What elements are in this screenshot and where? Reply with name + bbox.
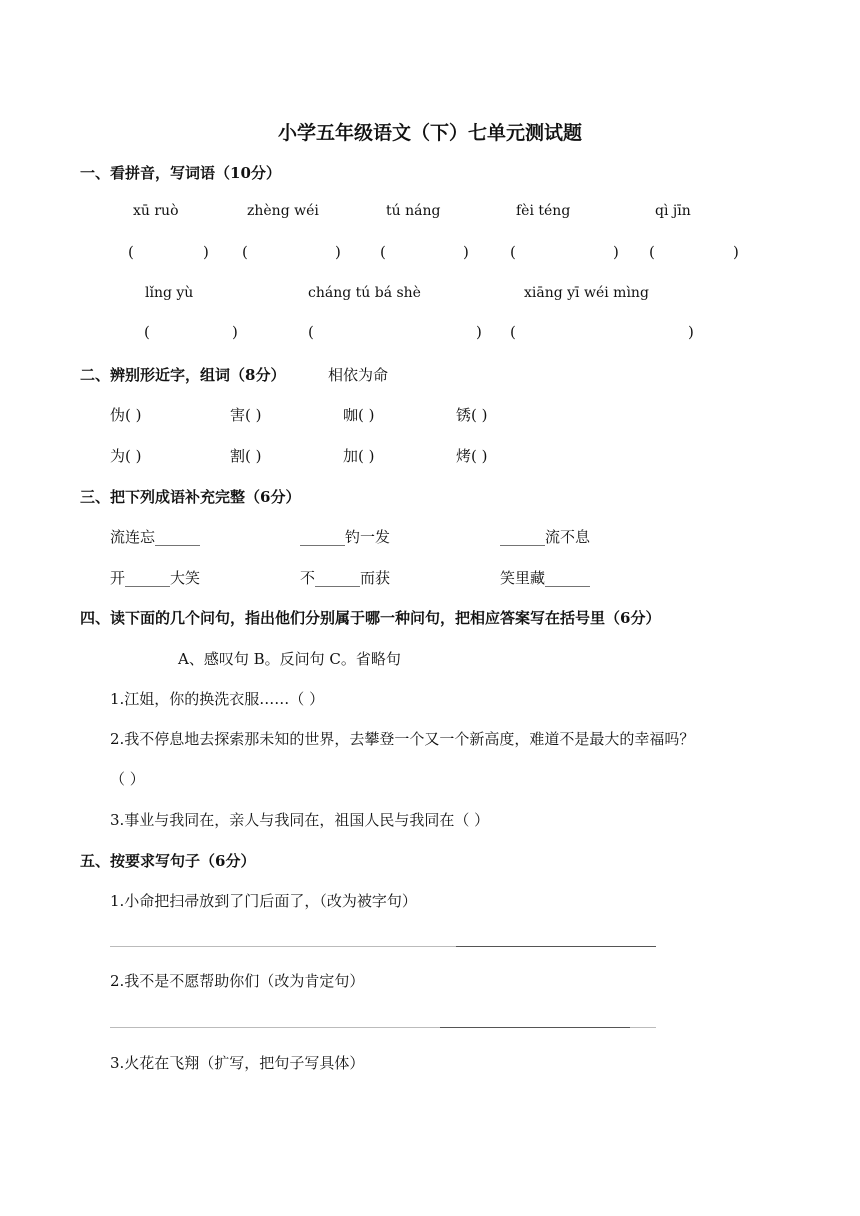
answer-bracket-close: ) [232, 323, 238, 341]
question-3: 3.事业与我同在，亲人与我同在，祖国人民与我同在（ ） [110, 811, 490, 829]
rewrite-question-2: 2.我不是不愿帮助你们（改为肯定句） [110, 972, 365, 990]
answer-bracket-open: ( [242, 243, 248, 261]
char-pair-item: 烤( ) [456, 447, 488, 465]
answer-bracket-close: ) [613, 243, 619, 261]
char-pair-item: 咖( ) [343, 406, 375, 424]
answer-bracket-open: ( [128, 243, 134, 261]
rewrite-question-3: 3.火花在飞翔（扩写，把句子写具体） [110, 1054, 365, 1072]
answer-bracket-close: ) [463, 243, 469, 261]
idiom-item: 流连忘______ [110, 528, 201, 546]
idiom-item: ______流不息 [500, 528, 591, 546]
answer-bracket-open: ( [510, 243, 516, 261]
answer-line [110, 946, 456, 947]
answer-line [456, 946, 656, 947]
section-2-note: 相依为命 [328, 366, 389, 384]
answer-bracket-open: ( [510, 323, 516, 341]
idiom-item: 笑里藏______ [500, 569, 591, 587]
answer-bracket-close: ) [335, 243, 341, 261]
question-1: 1.江姐，你的换洗衣服……（ ） [110, 690, 325, 708]
pinyin: cháng tú bá shè [308, 285, 421, 301]
idiom-item: 开______大笑 [110, 569, 201, 587]
pinyin: fèi téng [516, 203, 571, 219]
answer-bracket-close: ) [688, 323, 694, 341]
answer-bracket-open: ( [380, 243, 386, 261]
question-options: A、感叹句 B。反问句 C。省略句 [178, 650, 401, 668]
page-title: 小学五年级语文（下）七单元测试题 [277, 122, 582, 144]
char-pair-item: 加( ) [343, 447, 375, 465]
idiom-item: ______钓一发 [300, 528, 391, 546]
section-3-heading: 三、把下列成语补充完整（6分） [80, 488, 301, 506]
answer-bracket-close: ) [733, 243, 739, 261]
pinyin: lǐng yù [145, 285, 194, 301]
section-5-heading: 五、按要求写句子（6分） [80, 852, 256, 870]
char-pair-item: 割( ) [230, 447, 262, 465]
answer-bracket-open: ( [308, 323, 314, 341]
pinyin: tú náng [386, 203, 441, 219]
rewrite-question-1: 1.小命把扫帚放到了门后面了，（改为被字句） [110, 892, 417, 910]
pinyin: xiāng yī wéi mìng [524, 285, 649, 301]
section-2-heading: 二、辨别形近字，组词（8分） [80, 366, 286, 384]
char-pair-item: 害( ) [230, 406, 262, 424]
answer-bracket-close: ) [203, 243, 209, 261]
question-2: 2.我不停息地去探索那未知的世界，去攀登一个又一个新高度，难道不是最大的幸福吗？ [110, 730, 695, 748]
char-pair-item: 伪( ) [110, 406, 142, 424]
char-pair-item: 锈( ) [456, 406, 488, 424]
pinyin: qì jīn [655, 203, 691, 219]
answer-bracket-open: ( [144, 323, 150, 341]
answer-line [440, 1027, 630, 1028]
answer-bracket-close: ) [476, 323, 482, 341]
question-2-answer-bracket: （ ） [110, 770, 145, 788]
answer-line [110, 1027, 440, 1028]
answer-bracket-open: ( [649, 243, 655, 261]
pinyin: xū ruò [133, 203, 179, 219]
answer-line [630, 1027, 656, 1028]
section-4-heading: 四、读下面的几个问句，指出他们分别属于哪一种问句，把相应答案写在括号里（6分） [80, 609, 661, 627]
section-1-heading: 一、看拼音，写词语（10分） [80, 164, 281, 182]
idiom-item: 不______而获 [300, 569, 391, 587]
char-pair-item: 为( ) [110, 447, 142, 465]
pinyin: zhèng wéi [247, 203, 319, 219]
